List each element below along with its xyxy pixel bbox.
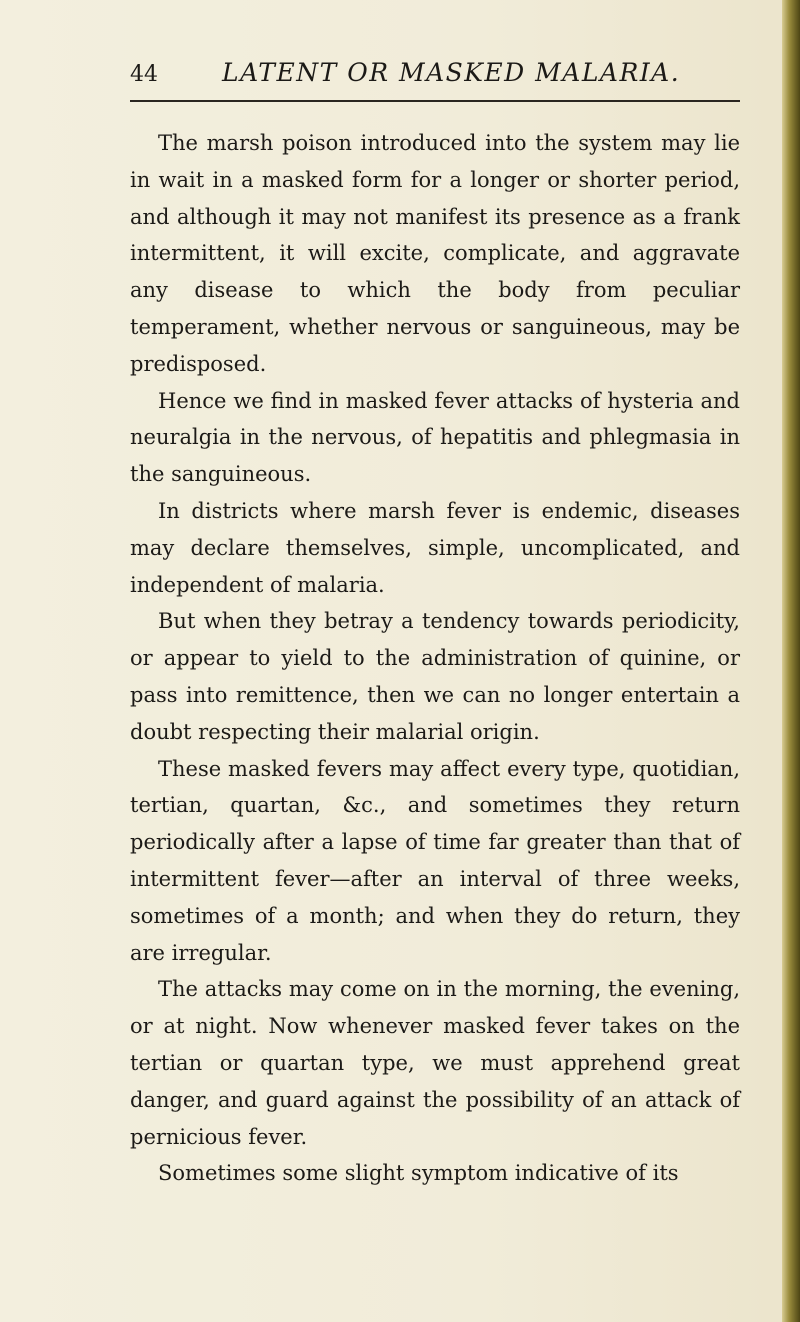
paragraph: But when they betray a tendency towards periodicity, or appear to yield to the administration of quinine, or pass into remittence, then we can no longer entertain a doubt respecting their malarial origin.	[130, 609, 740, 744]
running-title: LATENT OR MASKED MALARIA.	[222, 58, 681, 87]
paragraph: The marsh poison introduced into the system may lie in wait in a masked form for a longer or shorter period, and although it may not manifest its presence as a frank intermittent, it will excite, complicate, and aggravate any disease to which the body from peculiar temperament, whether nervous or sanguineous, may be predisposed.	[130, 131, 740, 376]
book-page-edge	[782, 0, 800, 1322]
paragraph: The attacks may come on in the morning, the evening, or at night. Now whenever masked fever takes on the tertian or quartan type, we must apprehend great danger, and guard against the possibility of an attack of pernicious fever.	[130, 977, 740, 1149]
paragraph: Hence we find in masked fever attacks of hysteria and neuralgia in the nervous, of hepatitis and phlegmasia in the sanguineous.	[130, 388, 740, 487]
paragraph: Sometimes some slight symptom indicative of its	[158, 1161, 679, 1186]
page-header	[0, 58, 800, 98]
paragraph: These masked fevers may affect every type, quotidian, tertian, quartan, &c., and sometimes they return periodically after a lapse of time far greater than that of intermittent fever—after an interval of three weeks, sometimes of a month; and when they do return, they are irregular.	[130, 756, 740, 965]
page-number: 44	[130, 62, 158, 87]
paragraph: In districts where marsh fever is endemic, diseases may declare themselves, simple, uncomplicated, and independent of malaria.	[130, 498, 740, 597]
body-text	[130, 125, 740, 1192]
header-rule	[130, 100, 740, 102]
